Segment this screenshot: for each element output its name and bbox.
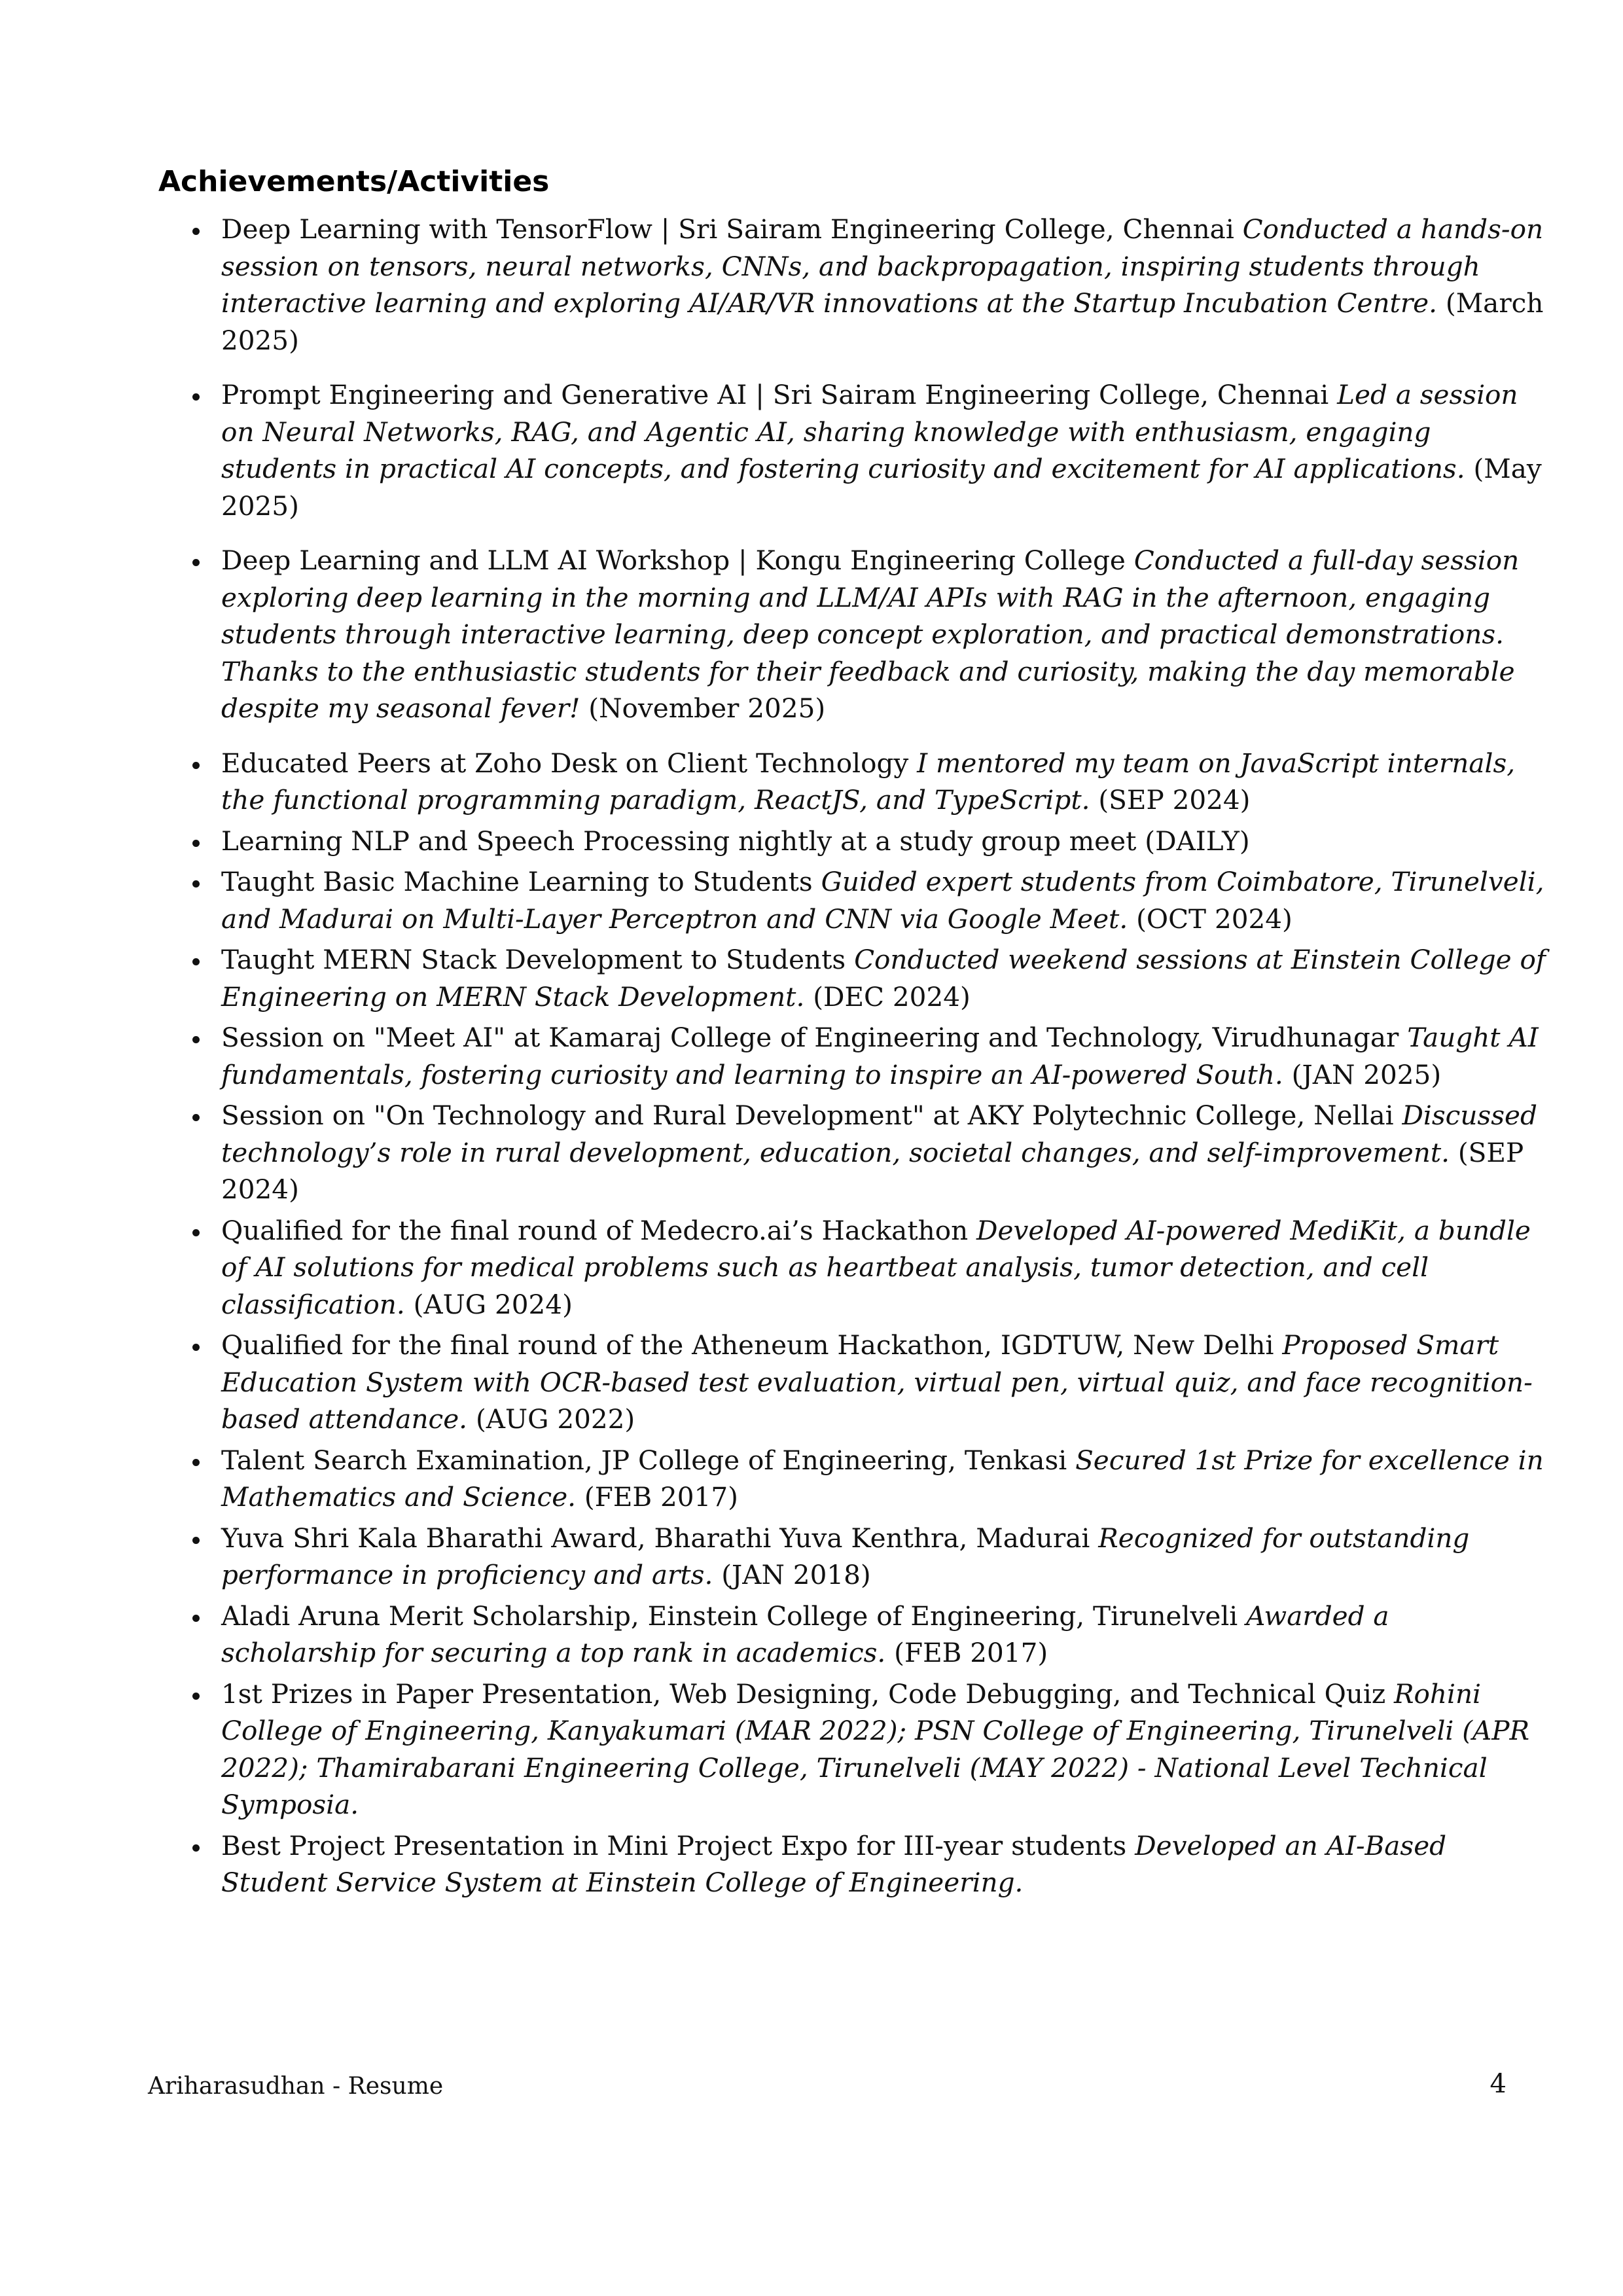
item-date: (AUG 2022) <box>475 1403 635 1435</box>
list-item <box>221 745 1550 819</box>
list-item <box>221 1598 1550 1672</box>
item-date: (OCT 2024) <box>1136 903 1293 935</box>
item-title: Session on "Meet AI" at Kamaraj College of Engineering and Technology, Virudhunagar <box>221 1022 1399 1053</box>
item-title: Taught Basic Machine Learning to Students <box>221 866 813 897</box>
list-item <box>221 1097 1550 1208</box>
list-item <box>221 1520 1550 1594</box>
item-description: Conducted a hands-on session on tensors, neural networks, CNNs, and backpropagation, inspiring students through interactive learning and exploring AI/AR/VR innovations at the Startup Incubation Centre. <box>221 213 1544 319</box>
item-description: Taught AI fundamentals, fostering curiosity and learning to inspire an AI-powered South. <box>221 1022 1539 1090</box>
list-item <box>221 376 1550 524</box>
item-title: Deep Learning with TensorFlow | Sri Sairam Engineering College, Chennai <box>221 213 1234 245</box>
item-description: Proposed Smart Education System with OCR-based test evaluation, virtual pen, virtual quiz, and face recognition-based attendance. <box>221 1329 1533 1435</box>
item-title: Talent Search Examination, JP College of Engineering, Tenkasi <box>221 1444 1067 1476</box>
item-date: (FEB 2017) <box>894 1637 1048 1668</box>
item-title: Yuva Shri Kala Bharathi Award, Bharathi Yuva Kenthra, Madurai <box>221 1522 1090 1554</box>
list-item <box>221 1442 1550 1516</box>
section-heading: Achievements/Activities <box>158 165 550 198</box>
item-date: (DAILY) <box>1145 825 1250 857</box>
item-description: Developed an AI-Based Student Service System at Einstein College of Engineering. <box>221 1829 1447 1898</box>
item-date: (AUG 2024) <box>413 1288 573 1320</box>
page-number: 4 <box>1489 2069 1507 2099</box>
item-title: Learning NLP and Speech Processing nightly at a study group meet <box>221 825 1137 857</box>
item-description: Conducted a full-day session exploring deep learning in the morning and LLM/AI APIs with RAG in the afternoon, engaging students through interactive learning, deep concept exploration, and practical demonstrations. Thanks to the enthusiastic students for their feedback and curiosity, making the day memorable despite my seasonal fever! <box>221 545 1520 724</box>
item-title: Qualified for the final round of Medecro.ai’s Hackathon <box>221 1214 969 1246</box>
item-description: Conducted weekend sessions at Einstein College of Engineering on MERN Stack Development. <box>221 944 1546 1013</box>
item-date: (JAN 2025) <box>1291 1058 1442 1090</box>
item-title: Best Project Presentation in Mini Project Expo for III-year students <box>221 1829 1127 1861</box>
item-date: (SEP 2024) <box>221 1136 1524 1205</box>
list-item <box>221 1212 1550 1323</box>
list-item <box>221 863 1550 937</box>
list-item <box>221 1676 1550 1823</box>
list-item <box>221 941 1550 1015</box>
item-title: Session on "On Technology and Rural Development" at AKY Polytechnic College, Nellai <box>221 1100 1394 1131</box>
item-title: Deep Learning and LLM AI Workshop | Kongu Engineering College <box>221 545 1126 576</box>
item-title: Qualified for the final round of the Atheneum Hackathon, IGDTUW, New Delhi <box>221 1329 1274 1361</box>
list-item <box>221 211 1550 359</box>
list-item <box>221 1019 1550 1093</box>
item-title: Educated Peers at Zoho Desk on Client Technology <box>221 747 909 779</box>
item-description: Guided expert students from Coimbatore, Tirunelveli, and Madurai on Multi-Layer Perceptron and CNN via Google Meet. <box>221 866 1544 935</box>
item-title: Taught MERN Stack Development to Students <box>221 944 846 975</box>
list-item <box>221 1327 1550 1438</box>
item-title: 1st Prizes in Paper Presentation, Web Designing, Code Debugging, and Technical Quiz <box>221 1677 1386 1710</box>
item-description: Recognized for outstanding performance in proficiency and arts. <box>221 1522 1470 1590</box>
item-description: Secured 1st Prize for excellence in Mathematics and Science. <box>221 1444 1544 1513</box>
item-date: (SEP 2024) <box>1098 784 1251 816</box>
item-date: (DEC 2024) <box>813 980 971 1013</box>
item-description: Led a session on Neural Networks, RAG, and Agentic AI, sharing knowledge with enthusiasm, engaging students in practical AI concepts, and fostering curiosity and excitement for AI applications. <box>221 379 1518 484</box>
item-date: (November 2025) <box>588 692 826 724</box>
item-date: (March 2025) <box>221 287 1544 356</box>
list-item <box>221 823 1550 860</box>
list-item <box>221 542 1550 727</box>
item-date: (JAN 2018) <box>721 1559 871 1590</box>
footer-title: Ariharasudhan - Resume <box>148 2073 444 2100</box>
item-description: I mentored my team on JavaScript internals, the functional programming paradigm, ReactJS, and TypeScript. <box>221 747 1516 816</box>
item-description: Developed AI-powered MediKit, a bundle of AI solutions for medical problems such as heartbeat analysis, tumor detection, and cell classification. <box>221 1214 1531 1320</box>
item-title: Prompt Engineering and Generative AI | Sri Sairam Engineering College, Chennai <box>221 379 1329 410</box>
item-date: (May 2025) <box>221 453 1542 522</box>
item-title: Aladi Aruna Merit Scholarship, Einstein College of Engineering, Tirunelveli <box>221 1600 1238 1632</box>
item-date: (FEB 2017) <box>584 1481 738 1513</box>
item-description: Discussed technology’s role in rural development, education, societal changes, and self-improvement. <box>221 1100 1537 1168</box>
item-description: Rohini College of Engineering, Kanyakumari (MAR 2022); PSN College of Engineering, Tirunelveli (APR 2022); Thamirabarani Engineering College, Tirunelveli (MAY 2022) - National Level Technical Symposia. <box>221 1677 1530 1820</box>
item-description: Awarded a scholarship for securing a top rank in academics. <box>221 1600 1389 1668</box>
achievements-list <box>190 211 1550 1905</box>
list-item <box>221 1827 1550 1901</box>
